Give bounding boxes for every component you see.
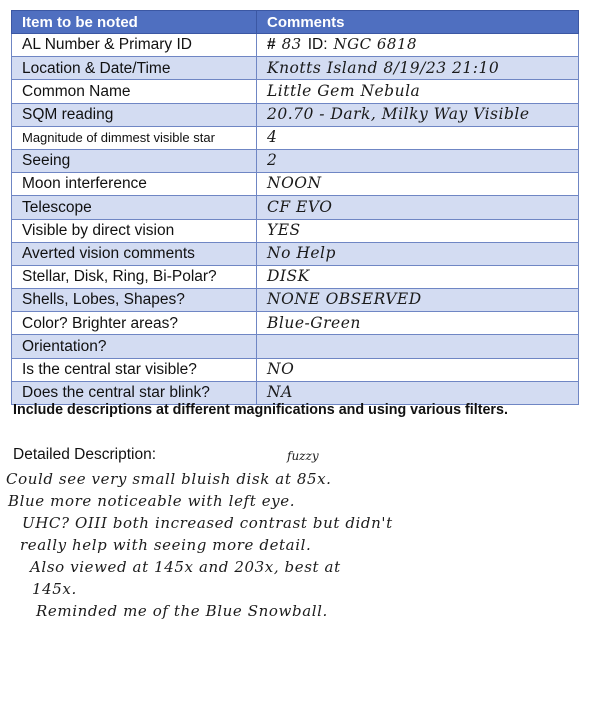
detailed-description bbox=[6, 468, 586, 622]
table-row bbox=[12, 358, 579, 381]
row-label: Moon interference bbox=[12, 173, 257, 196]
row-value: YES bbox=[257, 219, 579, 242]
row-value: Little Gem Nebula bbox=[257, 80, 579, 103]
table-row bbox=[12, 57, 579, 80]
description-line: Also viewed at 145x and 203x, best at bbox=[30, 558, 341, 576]
table-row bbox=[12, 265, 579, 288]
description-line: 145x. bbox=[32, 580, 77, 598]
primary-id: NGC 6818 bbox=[333, 35, 418, 54]
instructions-text: Include descriptions at different magnifications and using various filters. bbox=[13, 402, 508, 418]
row-label: Orientation? bbox=[12, 335, 257, 358]
row-label: Telescope bbox=[12, 196, 257, 219]
header-item: Item to be noted bbox=[12, 11, 257, 34]
row-value: NO bbox=[257, 358, 579, 381]
table-row bbox=[12, 80, 579, 103]
row-value: CF EVO bbox=[257, 196, 579, 219]
row-value: 20.70 - Dark, Milky Way Visible bbox=[257, 103, 579, 126]
table-row bbox=[12, 196, 579, 219]
table-row bbox=[12, 289, 579, 312]
id-label: ID: bbox=[307, 36, 328, 54]
header-comments: Comments bbox=[257, 11, 579, 34]
row-value: NONE OBSERVED bbox=[257, 289, 579, 312]
row-label: Averted vision comments bbox=[12, 242, 257, 265]
row-label: Visible by direct vision bbox=[12, 219, 257, 242]
description-line: Could see very small bluish disk at 85x. bbox=[6, 470, 332, 488]
table-row bbox=[12, 312, 579, 335]
row-label: Shells, Lobes, Shapes? bbox=[12, 289, 257, 312]
table-row bbox=[12, 126, 579, 149]
number-prefix: # bbox=[267, 36, 276, 54]
row-label: Location & Date/Time bbox=[12, 57, 257, 80]
description-line: really help with seeing more detail. bbox=[20, 536, 312, 554]
table-row bbox=[12, 173, 579, 196]
row-label: SQM reading bbox=[12, 103, 257, 126]
table-header-row bbox=[12, 11, 579, 34]
row-value bbox=[257, 34, 579, 57]
row-label: Common Name bbox=[12, 80, 257, 103]
row-label: Seeing bbox=[12, 149, 257, 172]
description-line: Reminded me of the Blue Snowball. bbox=[36, 602, 328, 620]
description-line: UHC? OIII both increased contrast but didn't bbox=[22, 514, 393, 532]
row-value: Knotts Island 8/19/23 21:10 bbox=[257, 57, 579, 80]
row-label: AL Number & Primary ID bbox=[12, 34, 257, 57]
table-row bbox=[12, 149, 579, 172]
description-line: Blue more noticeable with left eye. bbox=[8, 492, 296, 510]
al-number: 83 bbox=[281, 35, 302, 54]
row-value: NA bbox=[257, 381, 579, 404]
row-value bbox=[257, 335, 579, 358]
table-row bbox=[12, 242, 579, 265]
description-label: Detailed Description: bbox=[13, 446, 157, 463]
row-value: No Help bbox=[257, 242, 579, 265]
table-row bbox=[12, 103, 579, 126]
row-value: Blue-Green bbox=[257, 312, 579, 335]
row-label: Does the central star blink? bbox=[12, 381, 257, 404]
row-value: DISK bbox=[257, 265, 579, 288]
row-value: NOON bbox=[257, 173, 579, 196]
description-insert: fuzzy bbox=[287, 449, 319, 463]
row-label: Stellar, Disk, Ring, Bi-Polar? bbox=[12, 265, 257, 288]
observation-table bbox=[11, 10, 579, 405]
row-label: Color? Brighter areas? bbox=[12, 312, 257, 335]
table-row bbox=[12, 34, 579, 57]
table-row bbox=[12, 335, 579, 358]
row-label: Is the central star visible? bbox=[12, 358, 257, 381]
row-value: 4 bbox=[257, 126, 579, 149]
row-value: 2 bbox=[257, 149, 579, 172]
row-label: Magnitude of dimmest visible star bbox=[12, 126, 257, 149]
table-row bbox=[12, 219, 579, 242]
